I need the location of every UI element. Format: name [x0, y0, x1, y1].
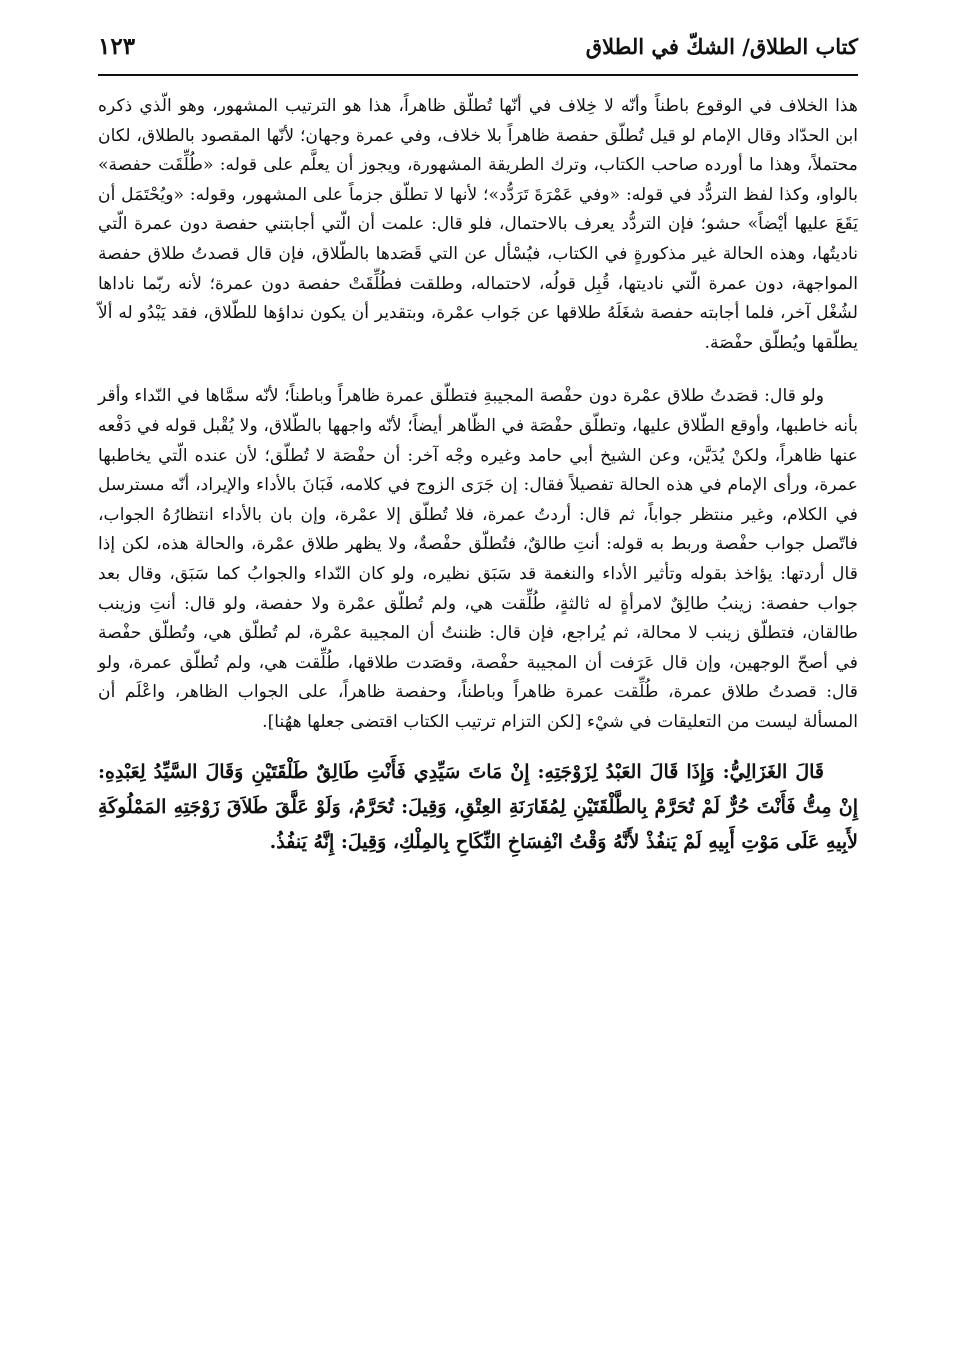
page-number: ١٢٣ — [98, 32, 136, 60]
paragraph-matn-quote: قَالَ الغَزَالِيُّ: وَإِذَا قَالَ العَبْدُ لِزَوْجَتِهِ: إِنْ مَاتَ سَيِّدِي فَأَنْتِ طَالِقٌ طَلْقَتَيْنِ وَقَالَ السَّيِّدُ لِعَبْدِهِ: إِنْ مِتُّ فَأَنْتَ حُرٌّ لَمْ تُحَرَّمْ بِالطَّلْقَتَيْنِ لِمُقَارَنَةِ العِتْقِ، وَقِيلَ: تُحَرَّمُ، وَلَوْ عَلَّقَ طَلاَقَ زَوْجَتِهِ المَمْلُوكَةِ لأَبِيهِ عَلَى مَوْتِ أَبِيهِ لَمْ يَنفُذْ لأَنَّهُ وَقْتُ انْفِسَاخِ النِّكَاحِ بِالمِلْكِ، وَقِيلَ: إِنَّهُ يَنفُذُ. — [98, 761, 858, 854]
body-text — [98, 92, 858, 860]
paragraph-commentary-1: هذا الخلاف في الوقوع باطناً وأنّه لا خِلاف في أنّها تُطلّق ظاهراً، هذا هو الترتيب المشهور، وهو الّذي ذكره ابن الحدّاد وقال الإمام لو قيل تُطلّق حفصة ظاهراً بلا خلاف، وفي عمرة وجهان؛ لأنّها المقصود بالطلاق، لكان محتملاً، وهذا ما أورده صاحب الكتاب، وترك الطريقة المشهورة، ويجوز أن يعلَّم على قوله: «طُلِّقَت حفصة» بالواو، وكذا لفظ التردُّد في قوله: «وفي عَمْرَةَ تَرَدُّد»؛ لأنها لا تطلّق جزماً على المشهور، وقوله: «ويُحْتَمَل أن يَقَعَ عليها أيْضاً» حشو؛ فإن التردُّد يعرف بالاحتمال، فلو قال: علمت أن الّتي أجابتني حفصة دون عمرة الّتي ناديتُها، وهذه الحالة غير مذكورةٍ في الكتاب، فيُسْأل عن التي قَصَدها بالطّلاق، فإن قال قصدتُ طلاق حفصة المواجهة، دون عمرة الّتي ناديتها، قُبِل قولُه، لاحتماله، وطلقت فطُلِّقَتْ حفصة دون عمرة؛ لأنه ربّما ناداها لشُغْل آخر، فلما أجابته حفصة شغَلَهُ طلاقها عن جَواب عمْرة، وبتقدير أن يكون نداؤها للطّلاق، فقد يَبْدُو له ألاّ يطلّقها ويُطلّق حفْصَة. — [98, 96, 858, 353]
paragraph-commentary-2: ولو قال: قصَدتُ طلاق عمْرة دون حفْصة المجيبةِ فتطلّق عمرة ظاهراً وباطناً؛ لأنّه سمَّاها في النّداء وأقر بأنه خاطبها، وأوقع الطّلاق عليها، وتطلّق حفْصَة في الظّاهر أيضاً؛ لأنّه واجهها بالطّلاق، ولا يُقْبل قوله في دَفْعه عنها ظاهراً، ولكنْ يُدَيَّن، وعن الشيخ أبي حامد وغيره وجْه آخر: أن حفْصَة لا تُطلّق؛ لأن عنده الّتي يخاطبها عمرة، ورأى الإمام في هذه الحالة تفصيلاً فقال: إن جَرَى الزوج في كلامه، فَبَانَ بالأداء والإيراد، أنّه مسترسل في الكلام، وغير منتظر جواباً، ثم قال: أردتُ عمرة، فلا تُطلّق إلا عمْرة، وإن بان بالأداء انتظارُهُ الجواب، فاتّصل جواب حفْصة وربط به قوله: أنتِ طالقٌ، فتُطلّق حفْصةٌ، ولا يظهر طلاق عمْرة، والحالة هذه، لكن إذا قال أردتها: يؤاخذ بقوله وتأثير الأداء والنغمة قد سَبَق نظيره، ولو كان النّداء والجوابُ كما سَبَق، وقال بعد جواب حفصة: زينبُ طالِقٌ لامرأةٍ له ثالثةٍ، طُلِّقت هي، ولم تُطلّق عمْرة ولا حفصة، ولو قال: أنتِ وزينب طالقان، فتطلّق زينب لا محالة، ثم يُراجع، فإن قال: ظننتُ أن المجيبة عمْرة، لم تُطلّق هي، وتُطلّق حفْصة في أصحّ الوجهين، وإن قال عَرَفت أن المجيبة حفْصة، وقصَدت طلاقها، طُلِّقت هي، ولم تُطلّق عمرة، ولو قال: قصدتُ طلاق عمرة، طُلِّقت عمرة ظاهراً وباطناً، وحفصة ظاهراً، على الجواب الظاهر، واعْلَم أن المسألة ليست من التعليقات في شيْء [لكن التزام ترتيب الكتاب اقتضى جعلها ههُنا]. — [98, 386, 858, 732]
running-title: كتاب الطلاق/ الشكّ في الطلاق — [585, 33, 858, 59]
page-header — [98, 22, 858, 70]
header-rule — [98, 74, 858, 76]
